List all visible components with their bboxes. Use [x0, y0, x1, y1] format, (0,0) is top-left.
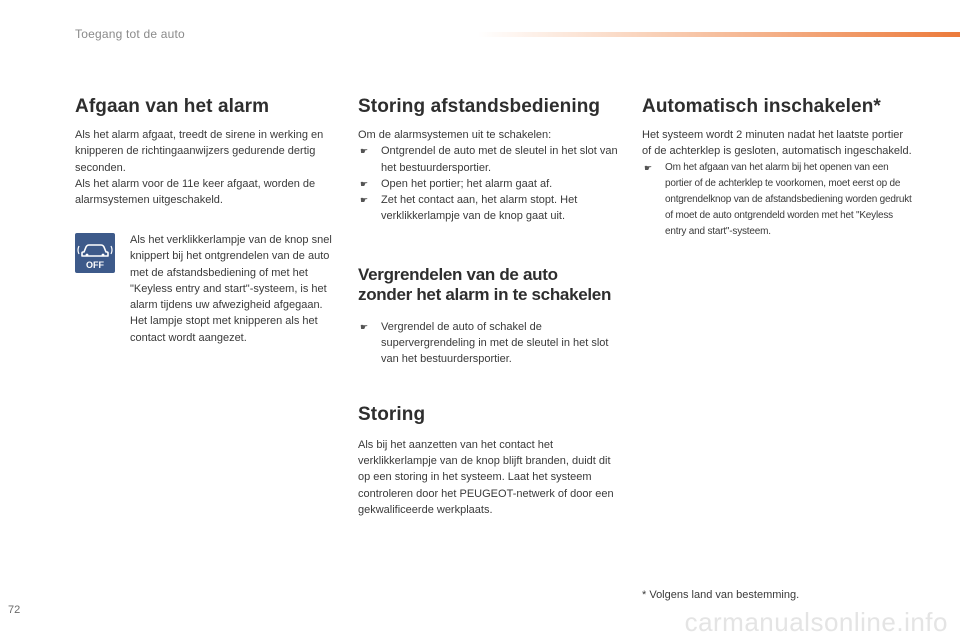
pointing-hand-icon: ☛	[360, 195, 369, 206]
heading-remote-failure: Storing afstandsbediening	[358, 96, 601, 117]
malfunction-text: Als bij het aanzetten van het contact het verklikkerlampje van de knop blijft branden, duidt dit op een storing in het systeem. Laat het systeem controleren door het PEUGEOT-netwerk of door een gekwalificeerde werkplaats.	[358, 438, 614, 516]
column-alarm-trigger	[75, 95, 337, 208]
page-header-title: Toegang tot de auto	[75, 27, 185, 41]
watermark: carmanualsonline.info	[684, 607, 948, 637]
pointing-hand-icon: ☛	[360, 146, 369, 157]
remote-failure-steps	[358, 143, 623, 224]
heading-lock-without-alarm: Vergrendelen van de auto zonder het alarm in te schakelen	[358, 264, 612, 304]
auto-activation-intro: Het systeem wordt 2 minuten nadat het laatste portier of de achterklep is gesloten, automatisch ingeschakeld.	[642, 129, 912, 158]
list-item: ☛ Zet het contact aan, het alarm stopt. Het verklikkerlampje van de knop gaat uit.	[360, 194, 578, 223]
lock-without-alarm-steps	[358, 319, 623, 368]
header-accent-bar	[478, 32, 960, 37]
auto-activation-steps	[642, 160, 912, 240]
list-item: ☛ Vergrendel de auto of schakel de supervergrendeling in met de sleutel in het slot van het bestuurdersportier.	[360, 320, 609, 366]
alarm-indicator-note	[130, 232, 338, 346]
alarm-indicator-note-text: Als het verklikkerlampje van de knop snel knippert bij het ontgrendelen van de auto met de afstandsbediening of met het "Keyless entry and start"-systeem, is het alarm tijdens uw afwezigheid afgegaan. Het lampje stopt met knipperen als het contact wordt aangezet.	[130, 234, 332, 344]
heading-alarm-trigger: Afgaan van het alarm	[75, 96, 270, 117]
list-item: ☛ Om het afgaan van het alarm bij het openen van een portier of de achterklep te voorkomen, moet eerst op de ontgrendelknop van de afstandsbediening worden gedrukt of moet de auto ontgrendeld worden met het "Keyless entry and start"-systeem.	[644, 161, 912, 237]
pointing-hand-icon: ☛	[360, 178, 369, 189]
heading-malfunction: Storing	[358, 403, 426, 425]
footnote: * Volgens land van bestemming.	[642, 589, 800, 601]
car-alarm-off-icon	[75, 233, 115, 273]
list-item: ☛ Ontgrendel de auto met de sleutel in het slot van het bestuurdersportier.	[360, 145, 618, 174]
alarm-trigger-text-2: Als het alarm voor de 11e keer afgaat, worden de alarmsystemen uitgeschakeld.	[75, 177, 316, 207]
alarm-trigger-paragraph	[75, 127, 337, 208]
alarm-icon-label: OFF	[86, 260, 104, 270]
pointing-hand-icon: ☛	[644, 162, 652, 173]
list-item: ☛ Open het portier; het alarm gaat af.	[358, 176, 623, 192]
pointing-hand-icon: ☛	[360, 321, 369, 332]
alarm-trigger-text-1: Als het alarm afgaat, treedt de sirene in werking en knipperen de richtingaanwijzers gedurende dertig seconden.	[75, 129, 324, 174]
heading-auto-activation: Automatisch inschakelen*	[642, 96, 881, 117]
page-number: 72	[8, 604, 21, 616]
column-remote-failure	[358, 95, 623, 518]
column-auto-activation	[642, 95, 912, 240]
remote-failure-intro: Om de alarmsystemen uit te schakelen:	[358, 129, 552, 141]
